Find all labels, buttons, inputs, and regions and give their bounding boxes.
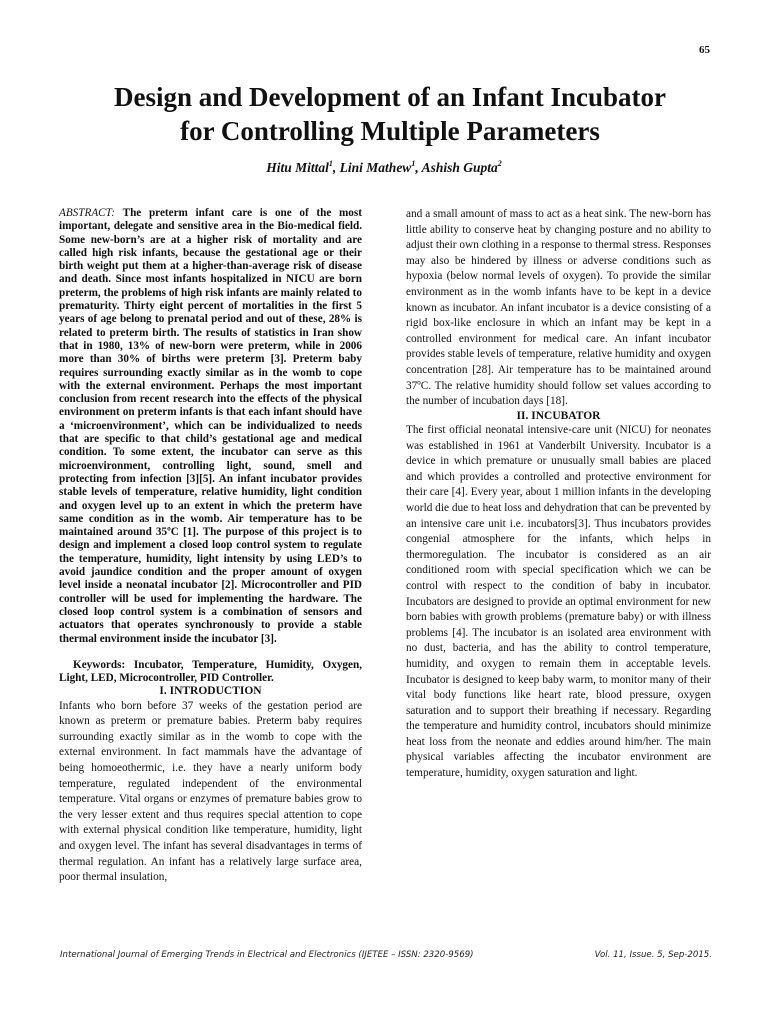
right-column (406, 207, 711, 782)
footer-volume: Vol. 11, Issue. 5, Sep-2015. (594, 950, 712, 960)
author-2-name: Lini Mathew (339, 160, 412, 175)
title-line-2: for Controlling Multiple Parameters (180, 116, 600, 146)
author-3-name: Ashish Gupta (421, 160, 498, 175)
incubator-text: The first official neonatal intensive-care unit (NICU) for neonates was established in 1961 at Vanderbilt University. Incubator is a device in which premature or unusually small babies are placed and which provides a controlled and protective environment for their care [4]. Every year, about 1 million infants in the developing world die due to heat loss and dehydration that can be prevented by an intensive care unit i.e. incubators[3]. Thus incubators provides congenial atmosphere for the infants, which helps in thermoregulation. The incubator is considered as an air conditioned room with special specification which we can be control with respect to the condition of baby in incubator. Incubators are designed to provide an optimal environment for new born babies with growth problems (premature baby) or with illness problems [4]. The incubator is an isolated area environment with no dust, bacteria, and has the ability to control temperature, humidity, and oxygen to remain them in acceptable levels. Incubator is designed to keep baby warm, to monitor many of their vital body functions like heart rate, blood pressure, oxygen saturation and to support their breathing if necessary. Regarding the temperature and humidity control, incubators should minimize heat loss from the neonate and eddies around him/her. The main physical variables affecting the incubator environment are temperature, humidity, oxygen saturation and light. (406, 424, 711, 780)
author-2-affiliation: 1 (411, 159, 416, 168)
introduction-text: Infants who born before 37 weeks of the gestation period are known as preterm or premature babies. Preterm baby requires surrounding exactly similar as in the womb to cope with the external environment. In fact mammals have the advantage of being homoeothermic, i.e. they have a nearly uniform body temperature, regulated independent of the environmental temperature. Vital organs or enzymes of premature babies grow to the very lesser extent and thus requires special attention to cope with external physical condition like temperature, humidity, light and oxygen level. The infant has several disadvantages in terms of thermal regulation. An infant has a relatively large surface area, poor thermal insulation, (59, 699, 362, 884)
paper-title (40, 80, 740, 148)
left-column (59, 207, 362, 886)
author-3-affiliation: 2 (497, 159, 502, 168)
author-1-affiliation: 1 (328, 159, 333, 168)
footer-journal: International Journal of Emerging Trends in Electrical and Electronics (IJETEE – ISSN: 2320-9569) (60, 950, 474, 960)
abstract-text: The preterm infant care is one of the most important, delegate and sensitive area in the Bio-medical field. Some new-born’s are at a higher risk of mortality and are called high risk infants, because the gestational age or their birth weight put them at a higher-than-average risk of disease and death. Since most infants hospitalized in NICU are born preterm, the problems of high risk infants are mainly related to prematurity. Thirty eight percent of mortalities in the first 5 years of age belong to prenatal period and out of these, 28% is related to preterm birth. The results of statistics in Iran show that in 1980, 13% of new-born were preterm, while in 2006 more than 30% of births were preterm [3]. Preterm baby requires surrounding exactly similar as in the womb to cope with the external environment. Perhaps the most important conclusion from recent research into the effects of the physical environment on preterm infants is that each infant should have a ‘microenvironment’, which can be individualized to needs that are specific to that child’s gestational age and medical condition. To some extent, the incubator can serve as this microenvironment, controlling light, sound, smell and protecting from infection [3][5]. An infant incubator provides stable levels of temperature, relative humidity, light condition and oxygen level up to an extent in which the preterm have same condition as in the womb. Air temperature has to be maintained around 35ºC [1]. The purpose of this project is to design and implement a closed loop control system to regulate the temperature, humidity, light intensity by using LED’s to avoid jaundice condition and the proper amount of oxygen level inside a neonatal incubator [2]. Microcontroller and PID controller will be used for implementing the hardware. The closed loop control system is a combination of sensors and actuators that operates synchronously to provide a stable thermal environment inside the incubator [3]. (59, 207, 362, 645)
section-heading-introduction: I. INTRODUCTION (159, 685, 262, 698)
section-heading-incubator: II. INCUBATOR (516, 409, 601, 422)
abstract-label: ABSTRACT (59, 207, 112, 219)
introduction-continued-text: and a small amount of mass to act as a heat sink. The new-born has little ability to conserve heat by changing posture and no ability to adjust their own clothing in a response to thermal stress. Responses may also be hindered by illness or adverse conditions such as hypoxia (below normal levels of oxygen). To provide the similar environment as in the womb infants have to be kept in a device known as incubator. An infant incubator is a device consisting of a rigid box-like enclosure in which an infant may be kept in a controlled environment for medical care. An infant incubator provides stable levels of temperature, relative humidity and oxygen concentration [28]. Air temperature has to be maintained around 37ºC. The relative humidity should follow set values according to the number of incubation days [18]. (406, 208, 711, 408)
author-1-name: Hitu Mittal (266, 160, 329, 175)
authors (0, 159, 768, 176)
author-separator: , (415, 160, 422, 175)
abstract-separator: : (111, 207, 123, 219)
abstract (59, 207, 362, 646)
author-separator: , (332, 160, 340, 175)
keywords: Keywords: Incubator, Temperature, Humidity, Oxygen, Light, LED, Microcontroller, PID Controller. (59, 658, 362, 685)
page-number: 65 (699, 44, 710, 56)
title-line-1: Design and Development of an Infant Incubator (113, 82, 667, 112)
